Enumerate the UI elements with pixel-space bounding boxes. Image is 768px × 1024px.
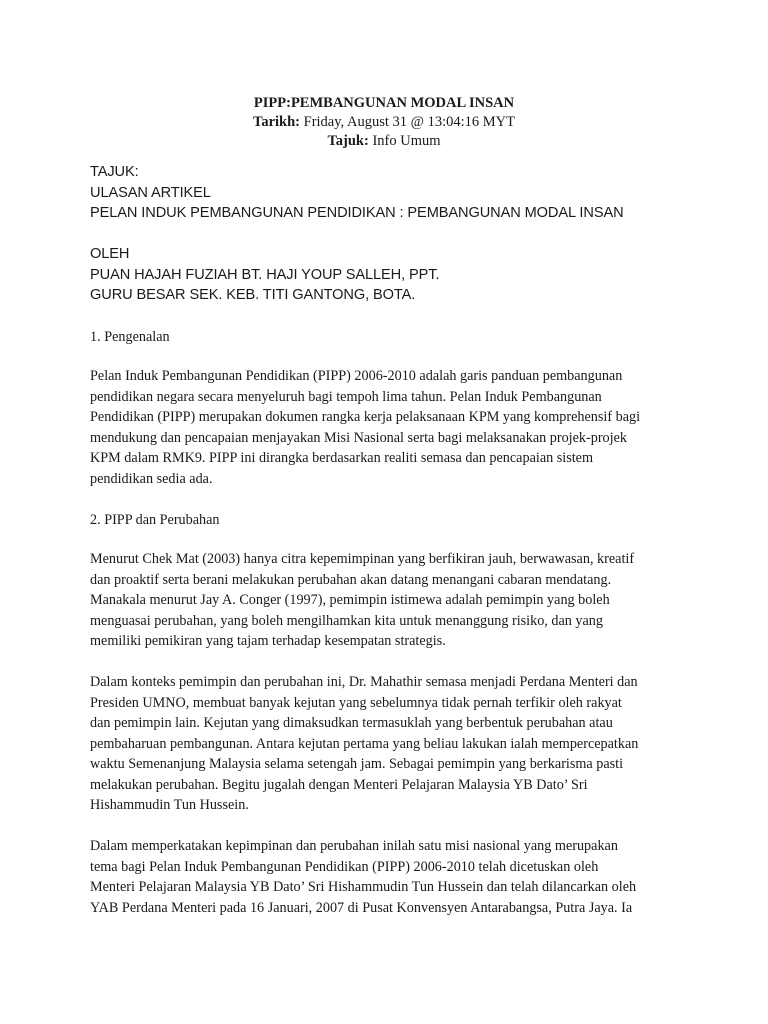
paragraph-line: pendidikan negara secara menyeluruh bagi tempoh lima tahun. Pelan Induk Pembangunan [90, 388, 602, 405]
paragraph [90, 366, 690, 489]
paragraph-line: waktu Semenanjung Malaysia selama setengah jam. Sebagai pemimpin yang berkarisma pasti [90, 756, 624, 772]
paragraph-line: KPM dalam RMK9. PIPP ini dirangka berdasarkan realiti semasa dan pencapaian sistem [90, 450, 594, 466]
heading-line: PELAN INDUK PEMBANGUNAN PENDIDIKAN : PEMBANGUNAN MODAL INSAN [90, 205, 624, 221]
paragraph-line: melakukan perubahan. Begitu jugalah dengan Menteri Pelajaran Malaysia YB Dato’ Sri [90, 776, 588, 793]
paragraph-line: pembaharuan pembangunan. Antara kejutan pertama yang beliau lakukan ialah mempercepatkan [90, 735, 639, 752]
paragraph-line: Dalam konteks pemimpin dan perubahan ini, Dr. Mahathir semasa menjadi Perdana Menteri dan [90, 674, 638, 690]
paragraph [90, 672, 690, 816]
paragraph-line: YAB Perdana Menteri pada 16 Januari, 2007 di Pusat Konvensyen Antarabangsa, Putra Jaya. Ia [90, 899, 633, 916]
paragraph-line: Menurut Chek Mat (2003) hanya citra kepemimpinan yang berfikiran jauh, berwawasan, kreatif [90, 551, 635, 567]
section-heading: 2. PIPP dan Perubahan [90, 512, 220, 528]
paragraph-line: memiliki pemikiran yang tajam terhadap kesempatan strategis. [90, 633, 446, 649]
paragraph [90, 836, 690, 918]
paragraph-line: Manakala menurut Jay A. Conger (1997), pemimpin istimewa adalah pemimpin yang boleh [90, 592, 610, 608]
author-line: GURU BESAR SEK. KEB. TITI GANTONG, BOTA. [90, 287, 416, 303]
heading-line: ULASAN ARTIKEL [90, 184, 211, 201]
paragraph-line: menguasai perubahan, yang boleh mengilhamkan kita untuk menanggung risiko, dan yang [90, 612, 603, 629]
topic-line [0, 132, 768, 151]
section-heading: 1. Pengenalan [90, 329, 170, 345]
date-line [0, 113, 768, 132]
document-header [0, 94, 768, 151]
paragraph-line: Presiden UMNO, membuat banyak kejutan yang sebelumnya tidak pernah terfikir oleh rakyat [90, 694, 622, 711]
heading-block [90, 162, 690, 224]
topic-label: Tajuk: [327, 133, 369, 149]
heading-line: TAJUK: [90, 164, 139, 180]
document-title: PIPP:PEMBANGUNAN MODAL INSAN [253, 95, 515, 111]
topic-value: Info Umum [372, 133, 441, 149]
paragraph-line: dan pemimpin lain. Kejutan yang dimaksudkan termasuklah yang berbentuk perubahan atau [90, 715, 613, 731]
paragraph-line: Dalam memperkatakan kepimpinan dan perubahan inilah satu misi nasional yang merupakan [90, 838, 618, 854]
paragraph-line: Pelan Induk Pembangunan Pendidikan (PIPP) 2006-2010 adalah garis panduan pembangunan [90, 368, 623, 384]
author-line: OLEH [90, 246, 130, 262]
paragraph [90, 549, 690, 652]
paragraph-line: pendidikan sedia ada. [90, 470, 213, 487]
paragraph-line: mendukung dan pencapaian menjayakan Misi Nasional serta bagi melaksanakan projek-projek [90, 429, 627, 446]
paragraph-line: Menteri Pelajaran Malaysia YB Dato’ Sri Hishammudin Tun Hussein dan telah dilancarkan oleh [90, 879, 637, 895]
paragraph-line: dan proaktif serta berani melakukan perubahan akan datang menangani cabaran mendatang. [90, 571, 612, 588]
date-label: Tarikh: [252, 114, 300, 130]
paragraph-line: Hishammudin Tun Hussein. [90, 797, 249, 813]
paragraph-line: tema bagi Pelan Induk Pembangunan Pendidikan (PIPP) 2006-2010 telah dicetuskan oleh [90, 858, 599, 875]
author-line: PUAN HAJAH FUZIAH BT. HAJI YOUP SALLEH, PPT. [90, 266, 440, 283]
date-value: Friday, August 31 @ 13:04:16 MYT [303, 114, 516, 130]
paragraph-line: Pendidikan (PIPP) merupakan dokumen rangka kerja pelaksanaan KPM yang komprehensif bagi [90, 409, 641, 425]
author-block [90, 244, 690, 306]
